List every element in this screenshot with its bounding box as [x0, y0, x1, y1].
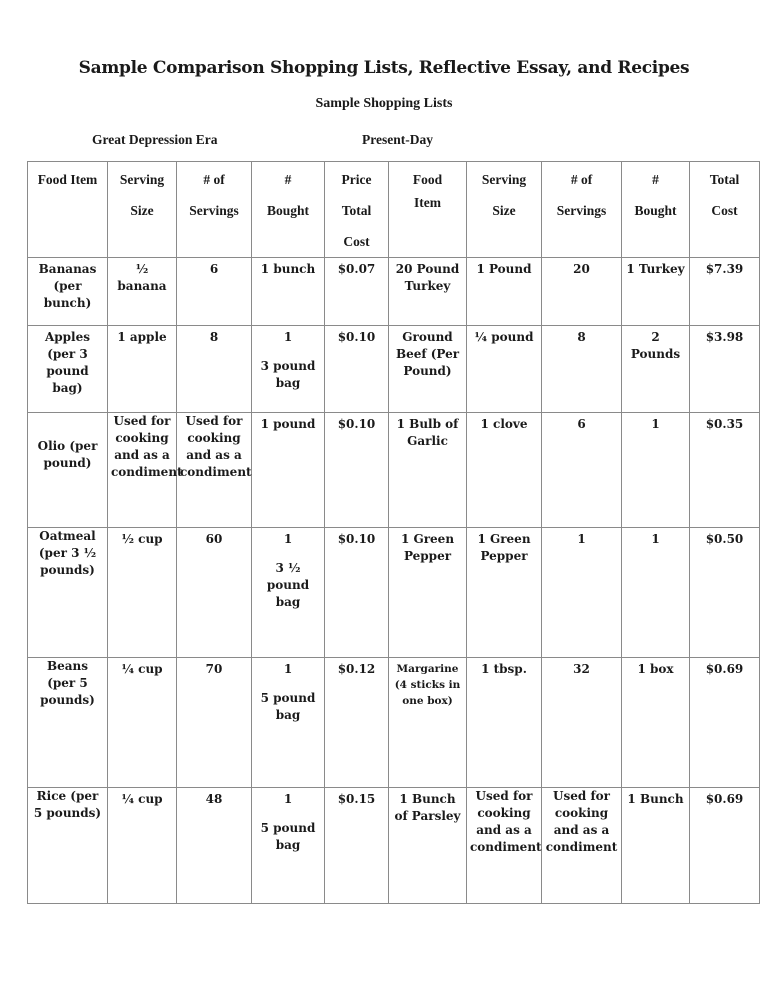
pd-num-servings: 20 [542, 258, 622, 326]
gd-num-servings: 8 [177, 326, 252, 413]
gd-food-item: Olio (per pound) [28, 413, 108, 528]
pd-total-cost: $7.39 [690, 258, 760, 326]
era-label-great-depression: Great Depression Era [92, 132, 218, 147]
document-title: Sample Comparison Shopping Lists, Reflective Essay, and Recipes [78, 58, 690, 78]
pd-num-bought: 1 Turkey [622, 258, 690, 326]
shopping-comparison-table [27, 161, 760, 904]
header-row [28, 162, 760, 258]
gd-bought-detail: 5 pound bag [260, 821, 316, 852]
gd-num-bought: 1 pound [252, 413, 325, 528]
header-gd-num-bought: # Bought [252, 162, 325, 258]
gd-num-bought: 1 5 pound bag [252, 658, 325, 788]
gd-bought-detail: 5 pound bag [260, 691, 316, 722]
header-gd-serving-size: Serving Size [108, 162, 177, 258]
gd-price: $0.10 [325, 413, 389, 528]
pd-num-servings: 8 [542, 326, 622, 413]
gd-serving-size: ¼ cup [108, 788, 177, 904]
gd-bought-detail: 3 pound bag [260, 359, 316, 390]
table-row [28, 413, 760, 528]
gd-price: $0.10 [325, 326, 389, 413]
pd-total-cost: $0.50 [690, 528, 760, 658]
gd-food-item: Rice (per 5 pounds) [28, 788, 108, 904]
pd-serving-size: 1 Green Pepper [467, 528, 542, 658]
gd-price: $0.15 [325, 788, 389, 904]
gd-serving-size: ½ cup [108, 528, 177, 658]
header-gd-food-item: Food Item [28, 162, 108, 258]
gd-num-bought: 1 5 pound bag [252, 788, 325, 904]
gd-price: $0.12 [325, 658, 389, 788]
pd-num-servings: 32 [542, 658, 622, 788]
table-row [28, 258, 760, 326]
pd-serving-size: 1 clove [467, 413, 542, 528]
pd-total-cost: $0.69 [690, 788, 760, 904]
pd-food-item: 1 Green Pepper [389, 528, 467, 658]
pd-num-bought: 2 Pounds [622, 326, 690, 413]
gd-food-item: Apples (per 3 pound bag) [28, 326, 108, 413]
pd-serving-size: 1 Pound [467, 258, 542, 326]
header-pd-food-item: Food Item [389, 162, 467, 258]
gd-num-bought: 1 bunch [252, 258, 325, 326]
pd-num-bought: 1 [622, 528, 690, 658]
header-pd-num-servings: # of Servings [542, 162, 622, 258]
pd-num-servings: 6 [542, 413, 622, 528]
pd-total-cost: $3.98 [690, 326, 760, 413]
gd-num-servings: 60 [177, 528, 252, 658]
table-row [28, 326, 760, 413]
pd-num-bought: 1 Bunch [622, 788, 690, 904]
pd-num-servings: 1 [542, 528, 622, 658]
gd-serving-size: 1 apple [108, 326, 177, 413]
gd-num-bought: 1 3 ½ pound bag [252, 528, 325, 658]
pd-num-bought: 1 [622, 413, 690, 528]
pd-total-cost: $0.69 [690, 658, 760, 788]
gd-num-servings: Used for cooking and as a condiment [177, 413, 252, 528]
header-gd-price-total-cost: Price Total Cost [325, 162, 389, 258]
gd-price: $0.07 [325, 258, 389, 326]
gd-food-item: Beans (per 5 pounds) [28, 658, 108, 788]
pd-num-servings: Used for cooking and as a condiment [542, 788, 622, 904]
gd-price: $0.10 [325, 528, 389, 658]
pd-food-item: 20 Pound Turkey [389, 258, 467, 326]
pd-food-item: 1 Bulb of Garlic [389, 413, 467, 528]
pd-serving-size: Used for cooking and as a condiment [467, 788, 542, 904]
header-pd-num-bought: # Bought [622, 162, 690, 258]
gd-food-item: Oatmeal (per 3 ½ pounds) [28, 528, 108, 658]
table-row [28, 788, 760, 904]
pd-food-item: 1 Bunch of Parsley [389, 788, 467, 904]
pd-num-bought: 1 box [622, 658, 690, 788]
table-row [28, 658, 760, 788]
gd-num-servings: 48 [177, 788, 252, 904]
gd-bought-detail: 3 ½ pound bag [266, 561, 310, 609]
section-subtitle: Sample Shopping Lists [315, 96, 453, 111]
gd-food-item: Bananas (per bunch) [28, 258, 108, 326]
gd-num-servings: 6 [177, 258, 252, 326]
gd-serving-size: ½ banana [108, 258, 177, 326]
pd-food-item: Ground Beef (Per Pound) [389, 326, 467, 413]
table-row [28, 528, 760, 658]
pd-serving-size: ¼ pound [467, 326, 542, 413]
header-gd-num-servings: # of Servings [177, 162, 252, 258]
pd-food-item: Margarine (4 sticks in one box) [389, 658, 467, 788]
header-pd-serving-size: Serving Size [467, 162, 542, 258]
gd-serving-size: ¼ cup [108, 658, 177, 788]
pd-serving-size: 1 tbsp. [467, 658, 542, 788]
gd-num-servings: 70 [177, 658, 252, 788]
era-label-present-day: Present-Day [362, 132, 433, 147]
pd-total-cost: $0.35 [690, 413, 760, 528]
gd-serving-size: Used for cooking and as a condiment [108, 413, 177, 528]
gd-num-bought: 1 3 pound bag [252, 326, 325, 413]
header-pd-total-cost: Total Cost [690, 162, 760, 258]
